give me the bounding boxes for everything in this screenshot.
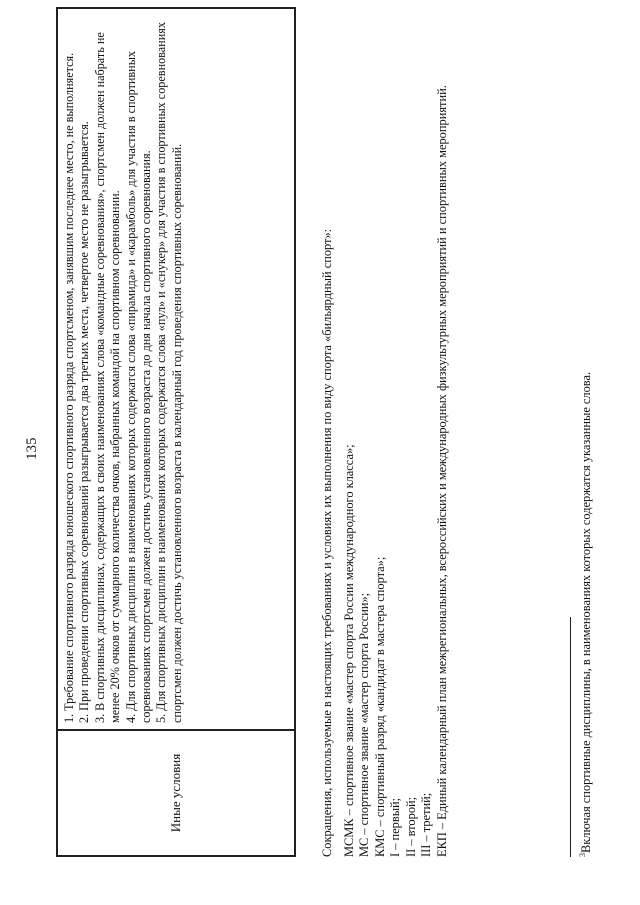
abbreviations-section: [320, 7, 450, 857]
condition-paragraph-2: 2. При проведении спортивных соревнований разыгрывается два третьих места, четвертое место не разыгрывается.: [77, 121, 92, 723]
footnote-marker: 3: [578, 853, 587, 857]
table-row: [57, 8, 295, 856]
page-number: 135: [24, 437, 40, 460]
condition-paragraph-4: 4. Для спортивных дисциплин в наименованиях которых содержатся слова «пирамида» и «карамболь» для участия в спортивных соревнованиях спортсмен должен достичь установленного возраста до дня начала спортивного соревнования.: [123, 51, 154, 723]
condition-paragraph-5: 5. Для спортивных дисциплин в наименованиях которых содержатся слова «пул» и «снукер» для участия в спортивных соревнованиях спортсмен должен достичь установленного возраста в календарный год проведения спортивных соревнований.: [154, 22, 184, 723]
abbreviation-item: ЕКП – Единый календарный план межрегиональных, всероссийских и международных физкультурных мероприятий и спортивных мероприятий.: [434, 85, 449, 857]
footnote: [578, 372, 594, 857]
abbreviation-item: МСМК – спортивное звание «мастер спорта России международного класса»;: [341, 444, 356, 857]
abbreviation-item: КМС – спортивный разряд «кандидат в мастера спорта»;: [372, 556, 387, 857]
condition-paragraph-3: 3. В спортивных дисциплинах, содержащих в своих наименованиях слова «командные соревнования», спортсмен должен набрать не менее 20% очков от суммарного количества очков, набранных командой на спортивном соревновании.: [92, 32, 123, 723]
footnote-separator: [570, 617, 571, 857]
table-label-cell: Иные условия: [57, 730, 295, 856]
other-conditions-table: [56, 7, 296, 857]
abbreviation-item: I – первый;: [388, 797, 402, 857]
abbreviation-item: II – второй;: [403, 796, 418, 857]
footnote-text: Включая спортивные дисциплины, в наименованиях которых содержатся указанные слова.: [579, 371, 594, 853]
abbreviations-intro: Сокращения, используемые в настоящих требованиях и условиях их выполнения по виду спорта «бильярдный спорт»:: [320, 228, 334, 857]
condition-paragraph-1: 1. Требование спортивного разряда юношеского спортивного разряда спортсменом, занявшим последнее место, не выполняется.: [62, 52, 76, 723]
abbreviation-item: III – третий;: [419, 792, 433, 857]
abbreviation-item: МС – спортивное звание «мастер спорта России»;: [357, 592, 371, 857]
table-content-cell: [57, 8, 295, 730]
